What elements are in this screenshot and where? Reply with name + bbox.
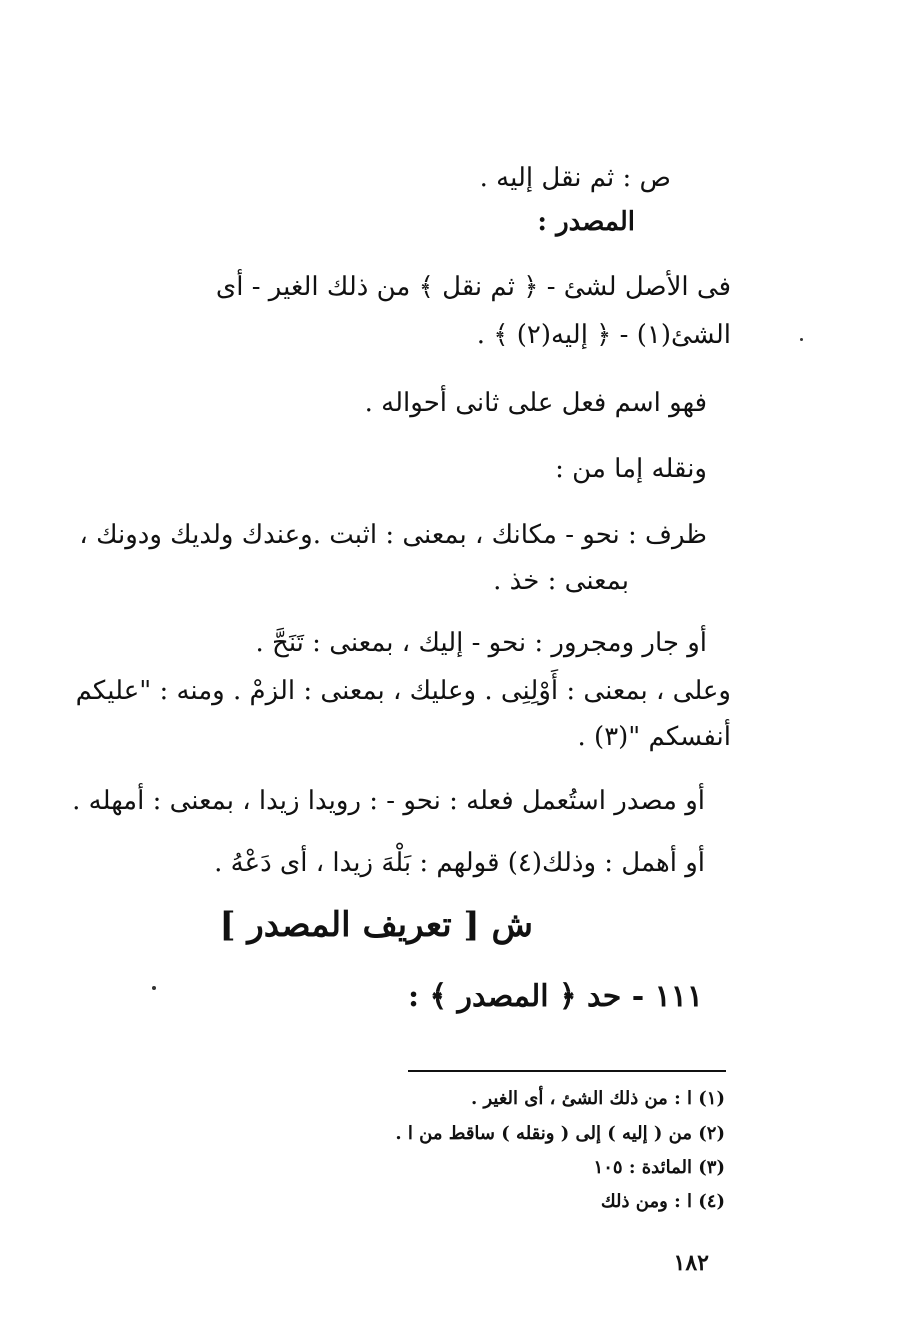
definition-heading: ١١١ - حد ﴿ المصدر ﴾ : <box>407 979 703 1014</box>
text-line-1: فى الأصل لشئ - ﴿ ثم نقل ﴾ من ذلك الغير - أى <box>215 272 731 302</box>
text-line-11: أو أهمل : وذلك(٤) قولهم : بَلْهَ زيدا ، أى دَعْهُ . <box>214 848 705 878</box>
footnote-1: (١) ا : من ذلك الشئ ، أى الغير . <box>470 1088 725 1109</box>
text-line-9: أنفسكم "(٣) . <box>577 722 731 752</box>
text-line-matn: ص : ثم نقل إليه . <box>479 163 671 193</box>
text-line-6: بمعنى : خذ . <box>493 566 629 596</box>
page-number: ١٨٢ <box>673 1250 709 1276</box>
footnote-divider <box>408 1070 726 1072</box>
text-line-7: أو جار ومجرور : نحو - إليك ، بمعنى : تَنَحَّ . <box>255 628 707 658</box>
section-heading: ش [ تعريف المصدر ] <box>219 905 533 945</box>
text-line-4: ونقله إما من : <box>555 454 707 484</box>
text-line-8: وعلى ، بمعنى : أَوْلِنِى . وعليك ، بمعنى : الزمْ . ومنه : "عليكم <box>75 676 731 706</box>
text-line-3: فهو اسم فعل على ثانى أحواله . <box>364 388 707 418</box>
scan-speck <box>800 338 803 341</box>
footnote-2: (٢) من ( إليه ) إلى ( ونقله ) ساقط من ا . <box>395 1123 725 1144</box>
text-line-masdar-label: المصدر : <box>537 207 635 237</box>
footnote-3: (٣) المائدة : ١٠٥ <box>593 1157 725 1178</box>
scan-speck <box>152 986 156 990</box>
text-line-10: أو مصدر استُعمل فعله : نحو - : رويدا زيدا ، بمعنى : أمهله . <box>72 786 705 816</box>
text-line-2: الشئ(١) - ﴿ إليه(٢) ﴾ . <box>476 320 731 350</box>
text-line-5: ظرف : نحو - مكانك ، بمعنى : اثبت .وعندك ولديك ودونك ، <box>79 520 707 550</box>
footnote-4: (٤) ا : ومن ذلك <box>600 1191 725 1212</box>
